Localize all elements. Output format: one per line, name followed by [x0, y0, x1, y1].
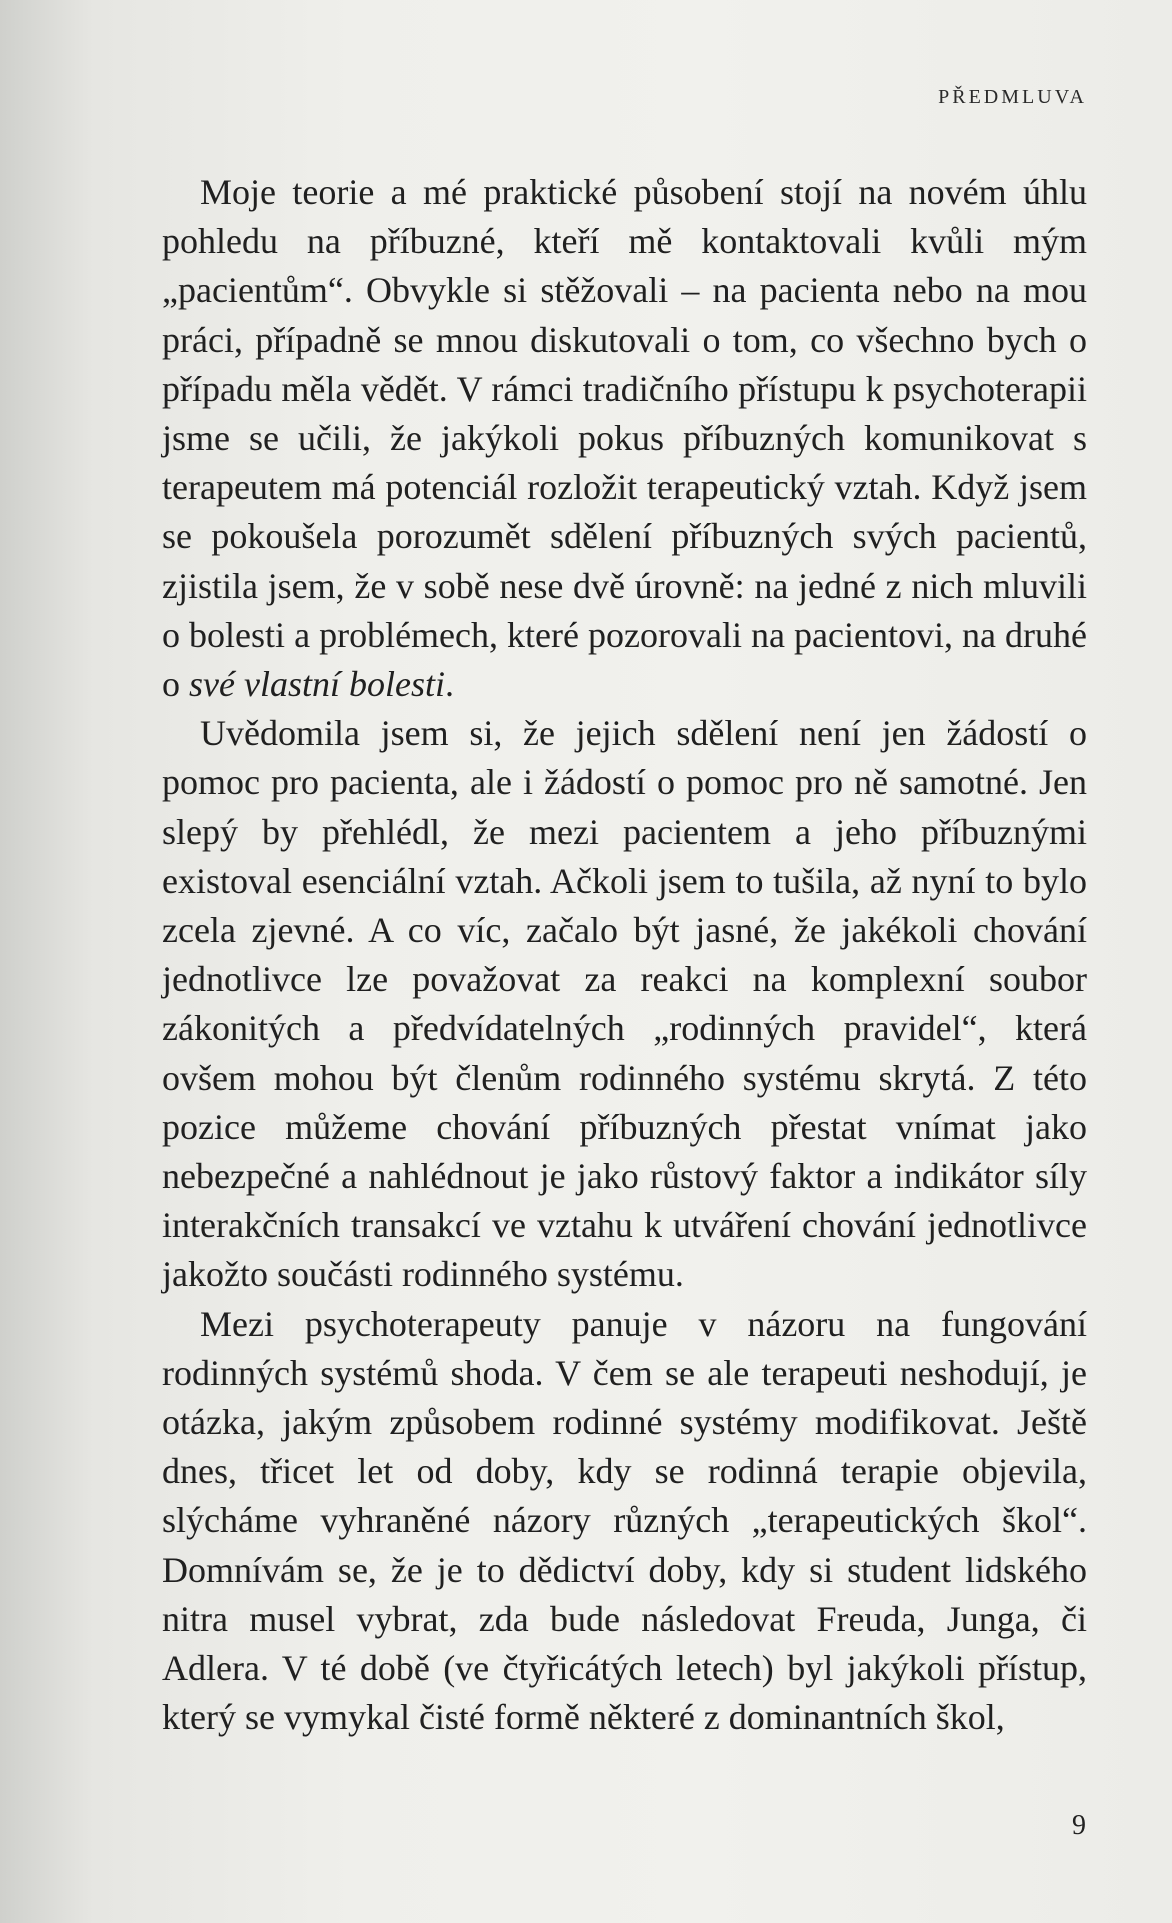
paragraph-1-text: Moje teorie a mé praktické působení stojí na novém úhlu pohledu na příbuzné, kteří mě kontaktovali kvůli mým „pacientům“. Obvykle si stěžovali – na pacienta nebo na mou práci, případně se mnou diskutovali o tom, co všechno bych o případu měla vědět. V rámci tradičního přístupu k psychoterapii jsme se učili, že jakýkoli pokus příbuzných komunikovat s terapeutem má potenciál rozložit terapeutický vztah. Když jsem se pokoušela porozumět sdělení příbuzných svých pacientů, zjistila jsem, že v sobě nese dvě úrovně: na jedné z nich mluvili o bolesti a problémech, které pozorovali na pacientovi, na druhé o: [162, 172, 1087, 705]
running-header: PŘEDMLUVA: [938, 86, 1087, 108]
body-text: [162, 168, 1087, 1743]
paragraph-1: [162, 168, 1087, 709]
page-number: 9: [1072, 1810, 1086, 1841]
paragraph-2: Uvědomila jsem si, že jejich sdělení není jen žádostí o pomoc pro pacienta, ale i žádostí o pomoc pro ně samotné. Jen slepý by přehlédl, že mezi pacientem a jeho příbuznými existoval esenciální vztah. Ačkoli jsem to tušila, až nyní to bylo zcela zjevné. A co víc, začalo být jasné, že jakékoli chování jednotlivce lze považovat za reakci na komplexní soubor zákonitých a předvídatelných „rodinných pravidel“, která ovšem mohou být členům rodinného systému skrytá. Z této pozice můžeme chování příbuzných přestat vnímat jako nebezpečné a nahlédnout je jako růstový faktor a indikátor síly interakčních transakcí ve vztahu k utváření chování jednotlivce jakožto součásti rodinného systému.: [162, 713, 1087, 1295]
paragraph-3: Mezi psychoterapeuty panuje v názoru na fungování rodinných systémů shoda. V čem se ale terapeuti neshodují, je otázka, jakým způsobem rodinné systémy modifikovat. Ještě dnes, třicet let od doby, kdy se rodinná terapie objevila, slýcháme vyhraněné názory různých „terapeutických škol“. Domnívám se, že je to dědictví doby, kdy si student lidského nitra musel vybrat, zda bude následovat Freuda, Junga, či Adlera. V té době (ve čtyřicátých letech) byl jakýkoli přístup, který se vymykal čisté formě některé z dominantních škol,: [162, 1303, 1087, 1738]
paragraph-1-emphasis: své vlastní bolesti: [189, 664, 445, 705]
paragraph-1-end: .: [444, 664, 454, 705]
